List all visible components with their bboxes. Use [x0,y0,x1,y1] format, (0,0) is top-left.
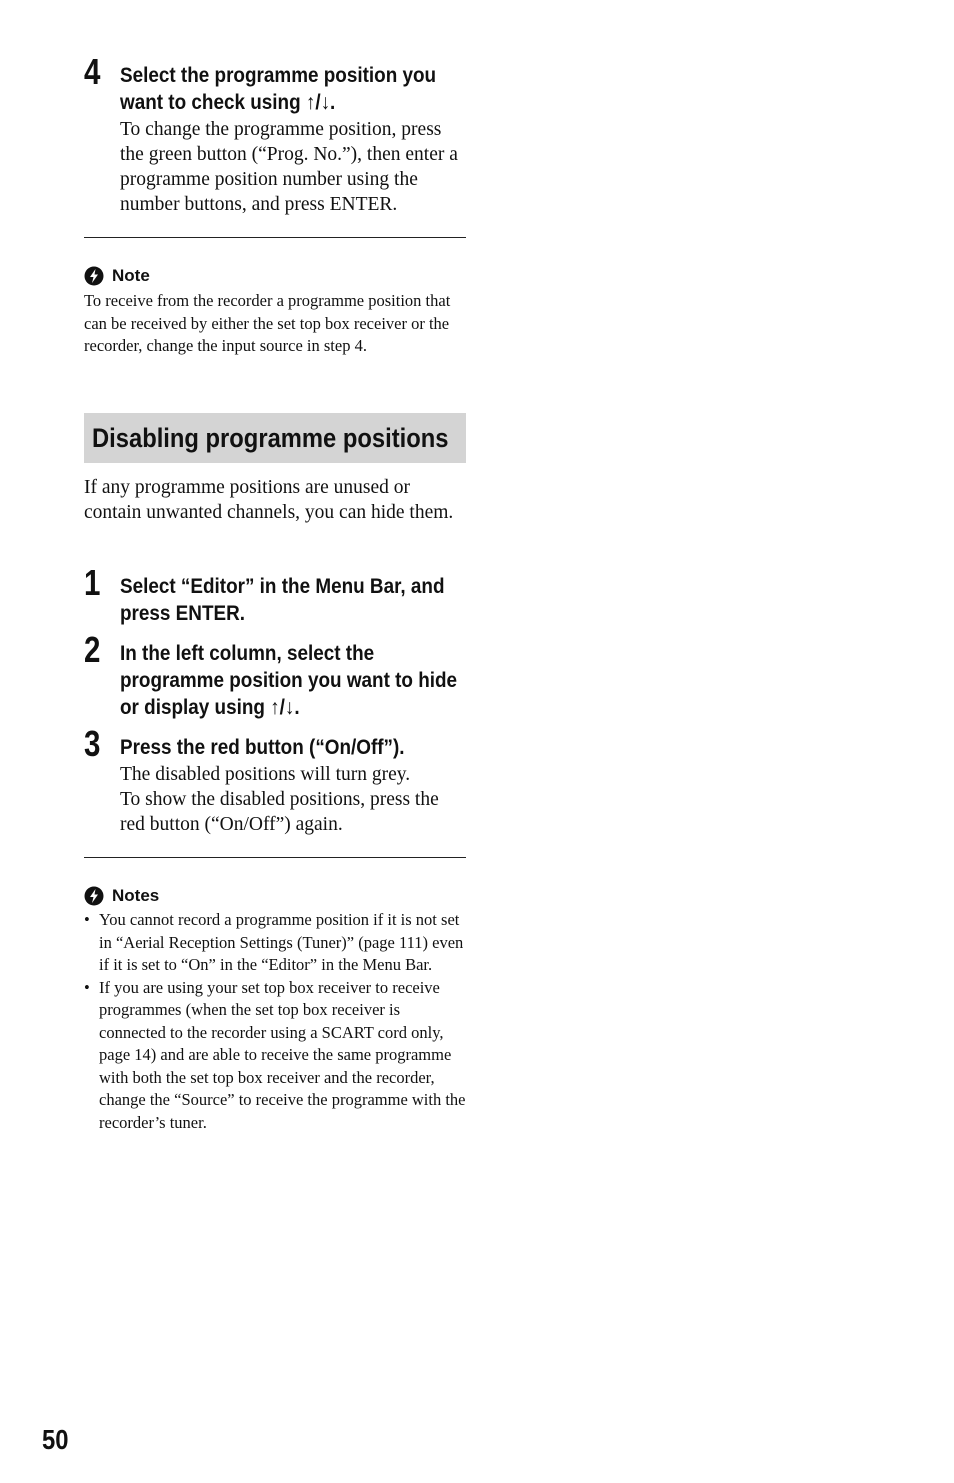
step-2 [84,629,466,721]
section-title: Disabling programme positions [92,422,449,453]
step-number: 4 [84,51,101,92]
notes-list [84,909,466,1134]
divider [84,237,466,238]
divider [84,857,466,858]
step-1 [84,562,466,627]
page-number: 50 [42,1424,69,1455]
note-heading-label: Note [112,266,150,285]
step-title: Press the red button (“On/Off”). [120,736,405,759]
note-heading [84,266,150,286]
note-icon [84,266,104,286]
step-4 [84,51,466,217]
step-title: In the left column, select the programme position you want to hide or display using ↑/↓. [120,642,458,719]
step-number: 1 [84,562,101,603]
section-intro: If any programme positions are unused or contain unwanted channels, you can hide them. [84,477,454,523]
list-item: • If you are using your set top box receiver to receive programmes (when the set top box receiver is connected to the recorder using a SCART cord only, page 14) and are able to receive the same programme with both the set top box receiver and the recorder, change the “Source” to receive the programme with the recorder’s tuner. [84,977,466,1135]
step-3 [84,723,466,837]
list-item: • You cannot record a programme position if it is not set in “Aerial Reception Settings (Tuner)” (page 111) even if it is set to “On” in the “Editor” in the Menu Bar. [84,909,466,977]
section-header [84,413,466,463]
note-icon [84,886,104,906]
step-body: The disabled positions will turn grey. To show the disabled positions, press the red button (“On/Off”) again. [120,764,439,835]
notes-heading [84,886,159,906]
step-body: To change the programme position, press the green button (“Prog. No.”), then enter a programme position number using the number buttons, and press ENTER. [120,119,458,215]
step-title: Select the programme position you want to check using ↑/↓. [120,64,437,114]
step-title: Select “Editor” in the Menu Bar, and press ENTER. [120,575,445,625]
step-number: 3 [84,723,101,764]
notes-heading-label: Notes [112,886,160,905]
step-number: 2 [84,629,101,670]
note-text: To receive from the recorder a programme position that can be received by either the set top box receiver or the recorder, change the input source in step 4. [84,291,451,355]
